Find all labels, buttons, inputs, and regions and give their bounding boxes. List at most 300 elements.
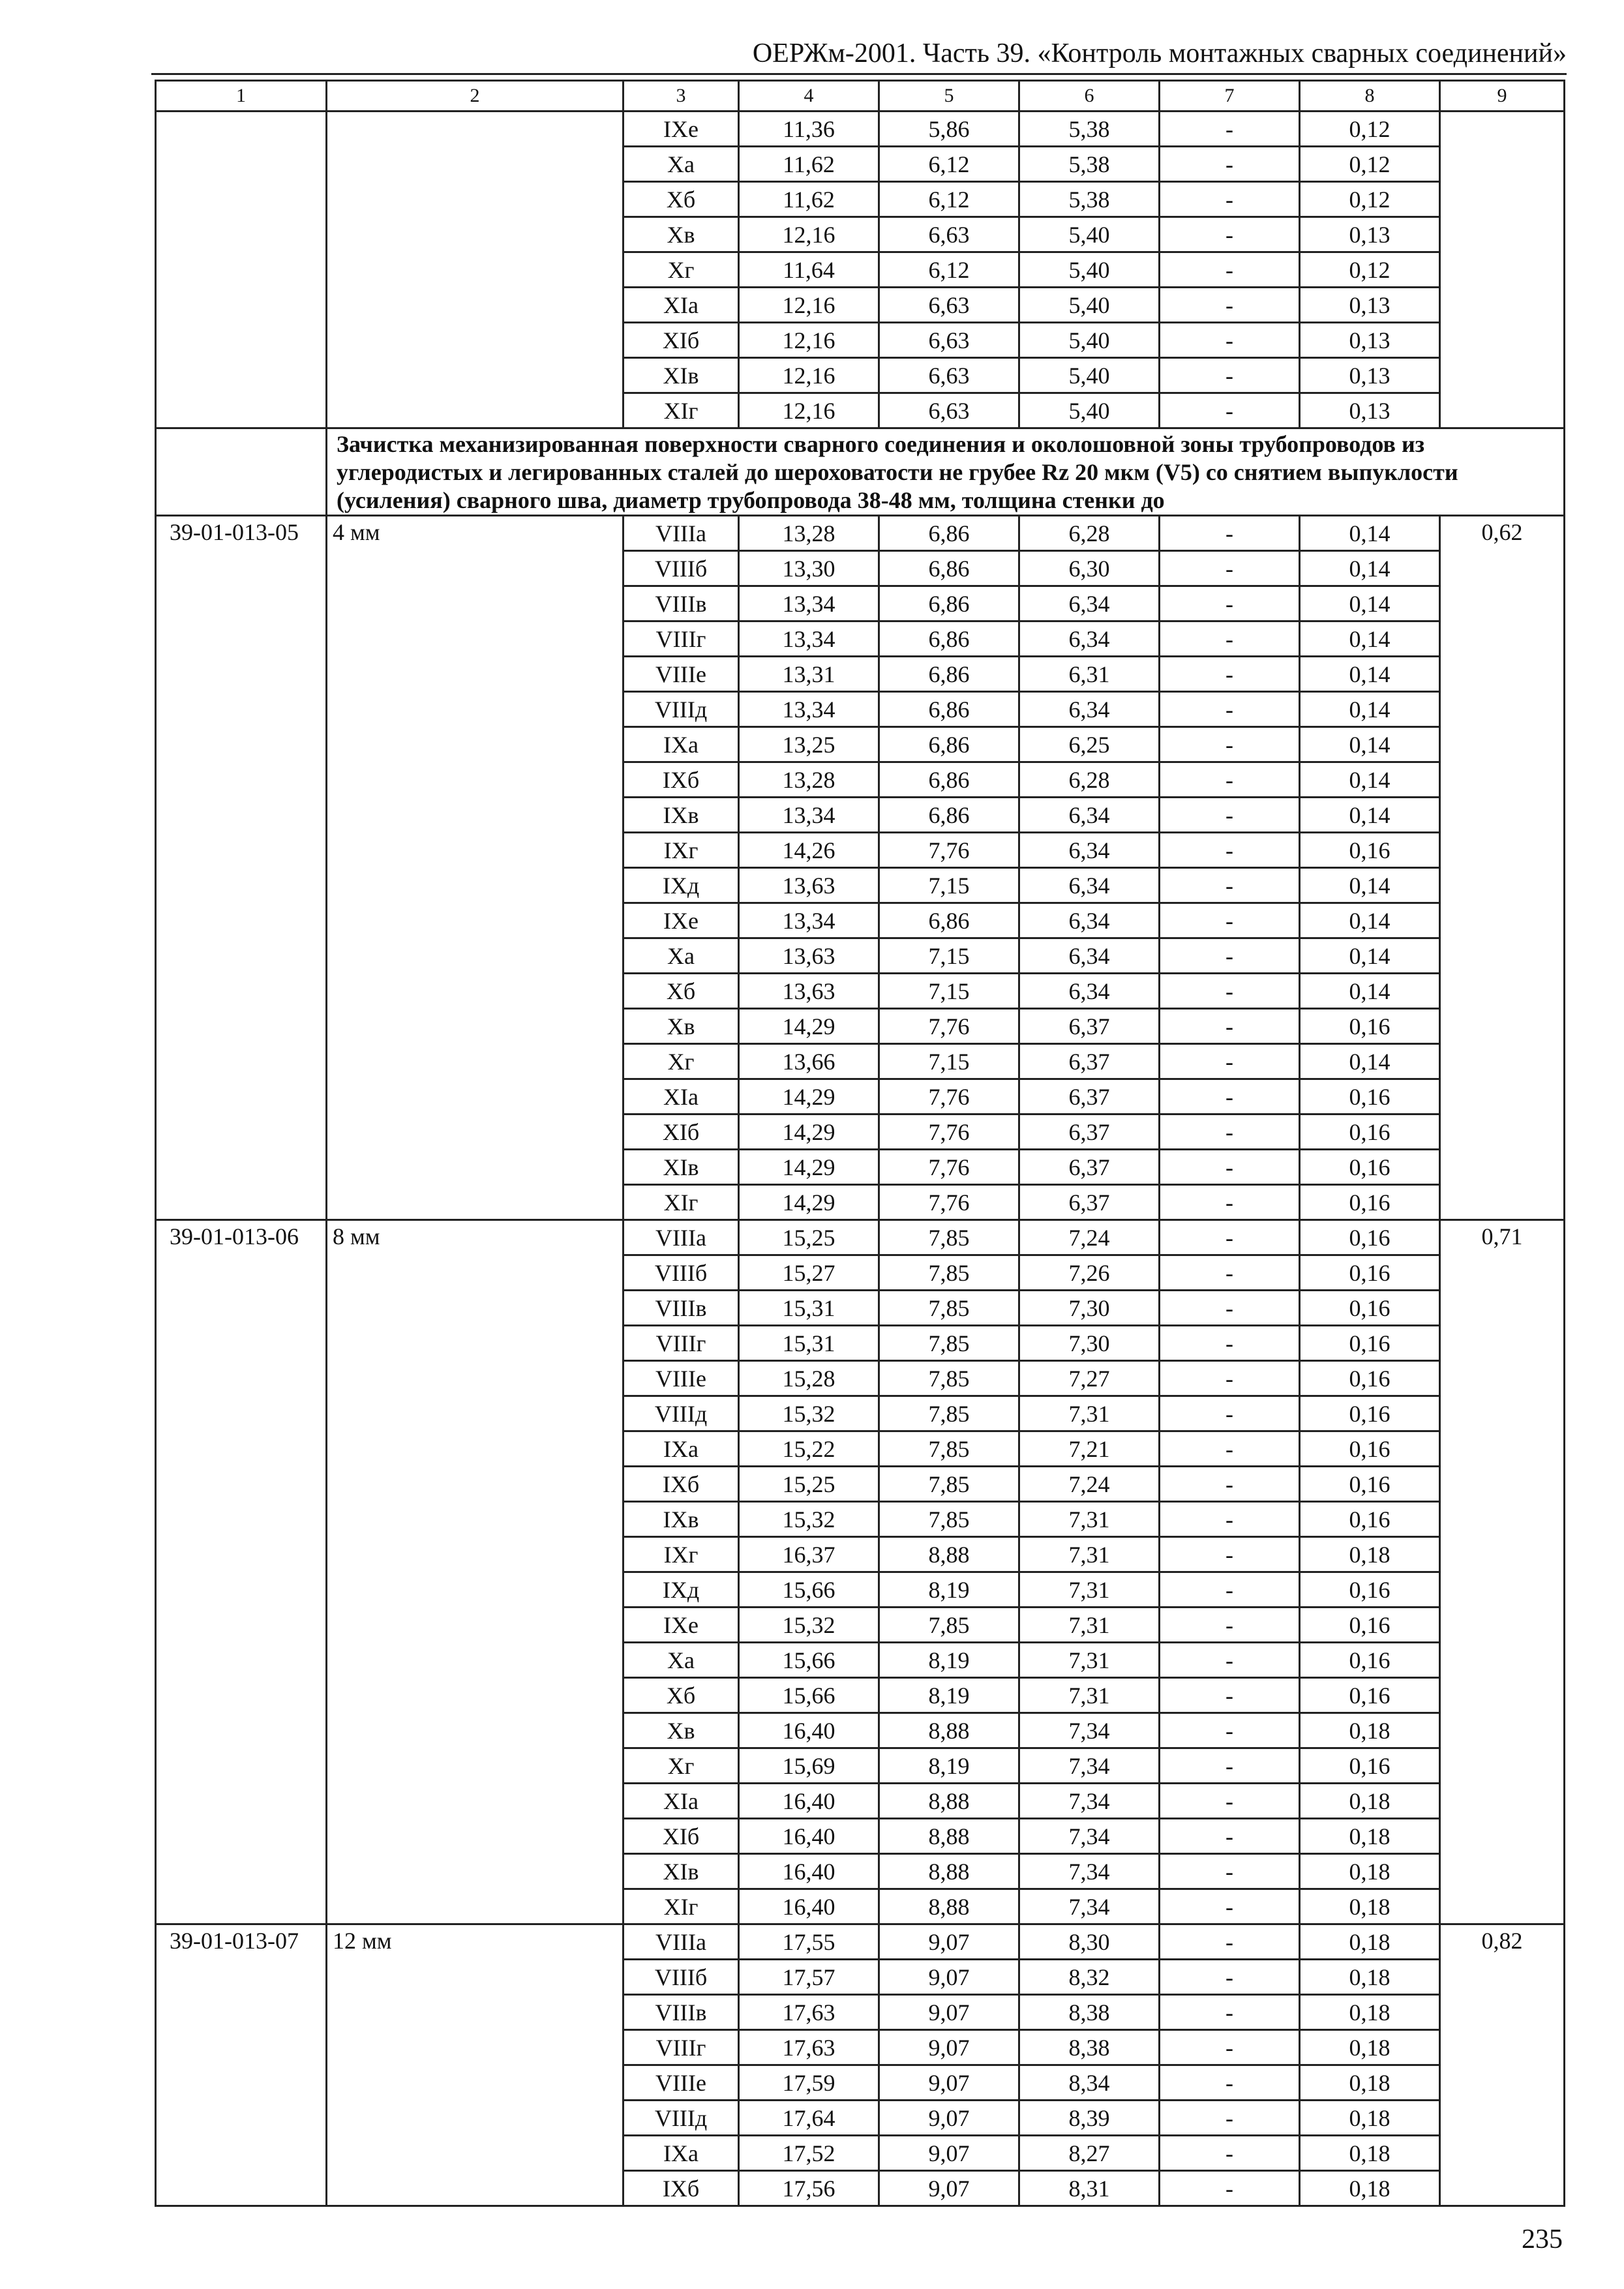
cell-value: 7,31 <box>1019 1643 1160 1678</box>
cell-value: - <box>1160 147 1300 182</box>
cell-value: 9,07 <box>879 2136 1019 2171</box>
cell-value: 6,37 <box>1019 1185 1160 1220</box>
cell-value: 15,32 <box>739 1502 879 1537</box>
cell-value: 6,86 <box>879 798 1019 833</box>
cell-value: 0,13 <box>1300 288 1440 323</box>
cell-category: Xв <box>624 217 739 252</box>
cell-value: 13,28 <box>739 516 879 551</box>
cell-value: 15,69 <box>739 1748 879 1784</box>
cell-value: 7,85 <box>879 1326 1019 1361</box>
cell-value: 17,64 <box>739 2101 879 2136</box>
cell-value: - <box>1160 323 1300 358</box>
cell-value: 0,16 <box>1300 1079 1440 1115</box>
cell-value: 5,40 <box>1019 217 1160 252</box>
cell-value: 0,14 <box>1300 692 1440 727</box>
cell-value: - <box>1160 1396 1300 1431</box>
cell-category: VIIIв <box>624 586 739 621</box>
cell-value: 6,63 <box>879 217 1019 252</box>
cell-value: 17,56 <box>739 2171 879 2206</box>
cell-value: 6,86 <box>879 516 1019 551</box>
cell-value: 6,34 <box>1019 586 1160 621</box>
cell-category: VIIIд <box>624 2101 739 2136</box>
cell-value: 8,32 <box>1019 1960 1160 1995</box>
cell-category: VIIIд <box>624 692 739 727</box>
cell-value: 6,34 <box>1019 692 1160 727</box>
cell-category: XIа <box>624 1079 739 1115</box>
cell-value: - <box>1160 621 1300 657</box>
cell-value: 7,85 <box>879 1220 1019 1255</box>
cell-category: XIв <box>624 1150 739 1185</box>
cell-value: 7,76 <box>879 1185 1019 1220</box>
cell-value: 0,14 <box>1300 938 1440 974</box>
cell-value: 7,76 <box>879 1009 1019 1044</box>
cell-thickness: 12 мм <box>327 1924 624 2206</box>
cell-value: 7,76 <box>879 1115 1019 1150</box>
cell-value: 6,37 <box>1019 1079 1160 1115</box>
cell-value: 0,18 <box>1300 2065 1440 2101</box>
cell-value: 14,29 <box>739 1079 879 1115</box>
cell-value: 13,63 <box>739 974 879 1009</box>
cell-category: XIв <box>624 358 739 393</box>
cell-value: 7,21 <box>1019 1431 1160 1467</box>
cell-category: VIIIв <box>624 1291 739 1326</box>
cell-value: - <box>1160 2030 1300 2065</box>
cell-category: VIIIе <box>624 657 739 692</box>
cell-value: 8,19 <box>879 1643 1019 1678</box>
cell-col9: 0,62 <box>1440 516 1565 1220</box>
cell-category: IXб <box>624 2171 739 2206</box>
cell-value: 16,40 <box>739 1889 879 1924</box>
column-number-row <box>156 81 1565 112</box>
cell-value: 6,28 <box>1019 762 1160 798</box>
cell-category: VIIIг <box>624 621 739 657</box>
cell-value: 7,85 <box>879 1291 1019 1326</box>
cell-value: 13,34 <box>739 903 879 938</box>
cell-category: XIг <box>624 1889 739 1924</box>
cell-value: 11,62 <box>739 182 879 217</box>
cell-value: 8,19 <box>879 1748 1019 1784</box>
cell-value: 7,31 <box>1019 1502 1160 1537</box>
cell-value: 7,34 <box>1019 1889 1160 1924</box>
cell-value: 11,62 <box>739 147 879 182</box>
cell-category: XIг <box>624 393 739 428</box>
cell-thickness: 8 мм <box>327 1220 624 1924</box>
cell-category: VIIIа <box>624 1924 739 1960</box>
cell-value: 0,14 <box>1300 586 1440 621</box>
cell-value: - <box>1160 1608 1300 1643</box>
cell-value: - <box>1160 1924 1300 1960</box>
cell-value: 6,31 <box>1019 657 1160 692</box>
cell-value: 8,27 <box>1019 2136 1160 2171</box>
cell-value: - <box>1160 2065 1300 2101</box>
column-number: 6 <box>1019 81 1160 112</box>
page-number: 235 <box>1522 2224 1563 2254</box>
cell-value: 6,34 <box>1019 974 1160 1009</box>
cell-value: 0,16 <box>1300 1678 1440 1713</box>
cell-value: 0,16 <box>1300 1502 1440 1537</box>
cell-category: Xб <box>624 1678 739 1713</box>
cell-value: 14,29 <box>739 1115 879 1150</box>
cell-value: - <box>1160 1009 1300 1044</box>
cell-value: 6,30 <box>1019 551 1160 586</box>
cell-category: XIа <box>624 1784 739 1819</box>
cell-value: 15,66 <box>739 1678 879 1713</box>
column-number: 4 <box>739 81 879 112</box>
cell-value: 13,25 <box>739 727 879 762</box>
cell-category: IXв <box>624 1502 739 1537</box>
cell-value: - <box>1160 1185 1300 1220</box>
cell-value: 8,31 <box>1019 2171 1160 2206</box>
cell-value: 7,34 <box>1019 1748 1160 1784</box>
column-number: 3 <box>624 81 739 112</box>
cell-value: 5,40 <box>1019 393 1160 428</box>
cell-value: 7,76 <box>879 1079 1019 1115</box>
cell-value: 17,63 <box>739 2030 879 2065</box>
cell-value: - <box>1160 551 1300 586</box>
cell-col9: 0,71 <box>1440 1220 1565 1924</box>
section-spacer <box>156 428 327 516</box>
column-number: 7 <box>1160 81 1300 112</box>
cell-category: XIб <box>624 1819 739 1854</box>
cell-category: IXе <box>624 903 739 938</box>
cell-value: 6,86 <box>879 657 1019 692</box>
cell-value: 7,34 <box>1019 1784 1160 1819</box>
cell-value: 0,14 <box>1300 516 1440 551</box>
cell-value: - <box>1160 833 1300 868</box>
cell-col9: 0,82 <box>1440 1924 1565 2206</box>
cell-value: 6,63 <box>879 358 1019 393</box>
cell-value: 0,16 <box>1300 1643 1440 1678</box>
cell-value: - <box>1160 393 1300 428</box>
cell-value: 7,31 <box>1019 1678 1160 1713</box>
cell-category: IXг <box>624 1537 739 1572</box>
cell-value: 6,63 <box>879 288 1019 323</box>
cell-value: - <box>1160 1748 1300 1784</box>
cell-value: 7,31 <box>1019 1572 1160 1608</box>
cell-category: Xб <box>624 182 739 217</box>
cell-category: VIIIд <box>624 1396 739 1431</box>
cell-value: 0,14 <box>1300 551 1440 586</box>
cell-value: 6,86 <box>879 903 1019 938</box>
cell-value: 6,12 <box>879 252 1019 288</box>
cell-value: - <box>1160 1150 1300 1185</box>
cell-category: IXа <box>624 1431 739 1467</box>
cell-category: VIIIа <box>624 1220 739 1255</box>
cell-value: 0,16 <box>1300 1608 1440 1643</box>
cell-category: Xг <box>624 252 739 288</box>
cell-value: 0,14 <box>1300 1044 1440 1079</box>
cell-value: 5,38 <box>1019 182 1160 217</box>
cell-value: 14,26 <box>739 833 879 868</box>
cell-value: 16,40 <box>739 1713 879 1748</box>
cell-value: - <box>1160 1502 1300 1537</box>
cell-value: 9,07 <box>879 1995 1019 2030</box>
cell-value: 15,32 <box>739 1608 879 1643</box>
cell-category: Xг <box>624 1748 739 1784</box>
cell-value: 17,57 <box>739 1960 879 1995</box>
cell-value: 15,22 <box>739 1431 879 1467</box>
cell-value: 8,88 <box>879 1713 1019 1748</box>
cell-value: 14,29 <box>739 1009 879 1044</box>
cell-value: 0,16 <box>1300 833 1440 868</box>
cell-category: IXа <box>624 727 739 762</box>
cell-category: IXв <box>624 798 739 833</box>
cell-category: Xа <box>624 147 739 182</box>
cell-value: 6,37 <box>1019 1044 1160 1079</box>
cell-value: 0,18 <box>1300 1924 1440 1960</box>
cell-value: 7,85 <box>879 1396 1019 1431</box>
cell-value: - <box>1160 1960 1300 1995</box>
cell-value: 0,18 <box>1300 1784 1440 1819</box>
cell-value: 12,16 <box>739 288 879 323</box>
cell-value: 16,40 <box>739 1819 879 1854</box>
cell-value: - <box>1160 1784 1300 1819</box>
cell-value: 6,37 <box>1019 1150 1160 1185</box>
cell-category: Xв <box>624 1009 739 1044</box>
cell-category: IXб <box>624 762 739 798</box>
table-body <box>156 81 1565 2206</box>
cell-value: 9,07 <box>879 2065 1019 2101</box>
cell-value: 7,15 <box>879 868 1019 903</box>
cell-value: 0,16 <box>1300 1185 1440 1220</box>
cell-value: - <box>1160 1537 1300 1572</box>
cell-category: IXд <box>624 868 739 903</box>
cell-category: VIIIг <box>624 1326 739 1361</box>
cell-value: 8,39 <box>1019 2101 1160 2136</box>
cell-code-empty <box>156 112 327 428</box>
cell-value: - <box>1160 1819 1300 1854</box>
cell-value: 0,14 <box>1300 868 1440 903</box>
cell-value: 6,25 <box>1019 727 1160 762</box>
cell-value: 6,12 <box>879 147 1019 182</box>
cell-value: - <box>1160 762 1300 798</box>
cell-value: 15,31 <box>739 1326 879 1361</box>
cell-value: 8,38 <box>1019 2030 1160 2065</box>
cell-value: 8,19 <box>879 1572 1019 1608</box>
cell-value: 16,40 <box>739 1854 879 1889</box>
cell-value: 0,12 <box>1300 112 1440 147</box>
cell-value: 17,55 <box>739 1924 879 1960</box>
cell-value: 7,24 <box>1019 1220 1160 1255</box>
cell-value: 6,86 <box>879 762 1019 798</box>
cell-value: 7,85 <box>879 1608 1019 1643</box>
cell-value: 14,29 <box>739 1185 879 1220</box>
page-header <box>151 34 1567 75</box>
cell-value: 5,38 <box>1019 147 1160 182</box>
cell-value: 0,18 <box>1300 2171 1440 2206</box>
cell-value: 7,34 <box>1019 1713 1160 1748</box>
cell-value: 7,76 <box>879 833 1019 868</box>
cell-value: 13,63 <box>739 938 879 974</box>
cell-value: 13,34 <box>739 621 879 657</box>
cell-category: Xб <box>624 974 739 1009</box>
cell-category: VIIIб <box>624 1960 739 1995</box>
cell-value: - <box>1160 1854 1300 1889</box>
cell-category: XIг <box>624 1185 739 1220</box>
cell-value: 0,18 <box>1300 1537 1440 1572</box>
cell-value: 0,18 <box>1300 2030 1440 2065</box>
cell-value: 15,28 <box>739 1361 879 1396</box>
cell-value: 6,34 <box>1019 798 1160 833</box>
cell-value: - <box>1160 1713 1300 1748</box>
cell-code: 39-01-013-05 <box>156 516 327 1220</box>
cell-value: 15,25 <box>739 1220 879 1255</box>
cell-value: 0,13 <box>1300 217 1440 252</box>
cell-value: 15,66 <box>739 1572 879 1608</box>
cell-value: - <box>1160 112 1300 147</box>
cell-value: 0,16 <box>1300 1291 1440 1326</box>
cell-value: 6,12 <box>879 182 1019 217</box>
cell-value: 12,16 <box>739 217 879 252</box>
cell-value: 15,25 <box>739 1467 879 1502</box>
cell-value: 6,86 <box>879 621 1019 657</box>
cell-category: XIб <box>624 323 739 358</box>
cell-value: 0,16 <box>1300 1748 1440 1784</box>
cell-value: - <box>1160 974 1300 1009</box>
cell-col9-empty <box>1440 112 1565 428</box>
cell-value: 5,86 <box>879 112 1019 147</box>
cell-value: - <box>1160 516 1300 551</box>
cell-value: 15,31 <box>739 1291 879 1326</box>
cell-value: 7,85 <box>879 1255 1019 1291</box>
cell-value: - <box>1160 182 1300 217</box>
cell-value: 8,88 <box>879 1784 1019 1819</box>
cell-value: - <box>1160 1326 1300 1361</box>
cell-value: 7,26 <box>1019 1255 1160 1291</box>
cell-value: 0,13 <box>1300 323 1440 358</box>
column-number: 8 <box>1300 81 1440 112</box>
column-number: 5 <box>879 81 1019 112</box>
cell-thickness: 4 мм <box>327 516 624 1220</box>
cell-value: 7,85 <box>879 1431 1019 1467</box>
cell-value: 0,14 <box>1300 974 1440 1009</box>
cell-category: Xа <box>624 938 739 974</box>
cell-category: VIIIв <box>624 1995 739 2030</box>
cell-value: 0,16 <box>1300 1255 1440 1291</box>
table-row <box>156 1924 1565 1960</box>
cell-thickness-empty <box>327 112 624 428</box>
section-row <box>156 428 1565 516</box>
cell-value: - <box>1160 1044 1300 1079</box>
cell-value: 0,12 <box>1300 147 1440 182</box>
cell-value: - <box>1160 1889 1300 1924</box>
cell-value: - <box>1160 252 1300 288</box>
cell-value: - <box>1160 217 1300 252</box>
cell-value: 0,16 <box>1300 1115 1440 1150</box>
cell-value: 0,16 <box>1300 1396 1440 1431</box>
cell-value: 12,16 <box>739 358 879 393</box>
cell-value: 6,37 <box>1019 1115 1160 1150</box>
cell-value: 6,37 <box>1019 1009 1160 1044</box>
cell-value: - <box>1160 1572 1300 1608</box>
cell-value: - <box>1160 358 1300 393</box>
cell-value: 13,30 <box>739 551 879 586</box>
cell-category: XIа <box>624 288 739 323</box>
cell-value: - <box>1160 1255 1300 1291</box>
cell-value: - <box>1160 2136 1300 2171</box>
cell-value: 7,85 <box>879 1502 1019 1537</box>
cell-value: - <box>1160 1995 1300 2030</box>
cell-value: 0,16 <box>1300 1431 1440 1467</box>
cell-value: 7,15 <box>879 1044 1019 1079</box>
column-number: 1 <box>156 81 327 112</box>
cell-category: VIIIб <box>624 1255 739 1291</box>
cell-value: 0,16 <box>1300 1572 1440 1608</box>
cell-value: 0,13 <box>1300 393 1440 428</box>
header-title: ОЕРЖм-2001. Часть 39. «Контроль монтажных сварных соединений» <box>752 38 1567 68</box>
cell-category: IXе <box>624 1608 739 1643</box>
cell-value: 16,40 <box>739 1784 879 1819</box>
table-row <box>156 516 1565 551</box>
cell-value: 6,86 <box>879 727 1019 762</box>
cell-value: 8,88 <box>879 1537 1019 1572</box>
cell-value: 0,14 <box>1300 903 1440 938</box>
cell-value: 8,88 <box>879 1854 1019 1889</box>
cell-value: 0,14 <box>1300 621 1440 657</box>
cell-value: 7,34 <box>1019 1854 1160 1889</box>
cell-value: 0,18 <box>1300 2101 1440 2136</box>
cell-value: 0,12 <box>1300 182 1440 217</box>
cell-value: 13,34 <box>739 798 879 833</box>
cell-value: - <box>1160 1361 1300 1396</box>
cell-value: 5,40 <box>1019 252 1160 288</box>
cell-value: 13,63 <box>739 868 879 903</box>
cell-value: 0,16 <box>1300 1150 1440 1185</box>
cell-value: 7,27 <box>1019 1361 1160 1396</box>
cell-value: - <box>1160 1431 1300 1467</box>
cell-value: 7,85 <box>879 1361 1019 1396</box>
cell-value: 13,66 <box>739 1044 879 1079</box>
cell-value: 12,16 <box>739 393 879 428</box>
cell-value: 6,34 <box>1019 868 1160 903</box>
cell-value: 7,24 <box>1019 1467 1160 1502</box>
cell-value: 6,34 <box>1019 621 1160 657</box>
cell-value: 9,07 <box>879 1924 1019 1960</box>
cell-value: - <box>1160 586 1300 621</box>
cell-value: 6,34 <box>1019 833 1160 868</box>
cell-value: - <box>1160 1220 1300 1255</box>
cell-value: 0,18 <box>1300 1854 1440 1889</box>
cell-value: 6,63 <box>879 323 1019 358</box>
cell-category: IXа <box>624 2136 739 2171</box>
cell-value: - <box>1160 2171 1300 2206</box>
cell-value: 0,14 <box>1300 798 1440 833</box>
cell-value: 6,28 <box>1019 516 1160 551</box>
cell-value: 6,63 <box>879 393 1019 428</box>
cell-value: 0,16 <box>1300 1009 1440 1044</box>
column-number: 9 <box>1440 81 1565 112</box>
cell-category: IXб <box>624 1467 739 1502</box>
cell-category: IXг <box>624 833 739 868</box>
cell-value: 15,27 <box>739 1255 879 1291</box>
cell-value: - <box>1160 1643 1300 1678</box>
cell-value: 0,18 <box>1300 1889 1440 1924</box>
cell-value: 9,07 <box>879 2171 1019 2206</box>
cell-category: VIIIе <box>624 2065 739 2101</box>
cell-value: - <box>1160 868 1300 903</box>
cell-value: 6,34 <box>1019 903 1160 938</box>
cell-category: XIв <box>624 1854 739 1889</box>
cell-value: - <box>1160 727 1300 762</box>
cell-value: 0,14 <box>1300 657 1440 692</box>
cell-category: Xа <box>624 1643 739 1678</box>
cell-category: IXе <box>624 112 739 147</box>
cell-value: 0,18 <box>1300 2136 1440 2171</box>
cell-value: 8,88 <box>879 1819 1019 1854</box>
cell-value: 13,31 <box>739 657 879 692</box>
cell-value: 0,18 <box>1300 1819 1440 1854</box>
cell-value: - <box>1160 692 1300 727</box>
